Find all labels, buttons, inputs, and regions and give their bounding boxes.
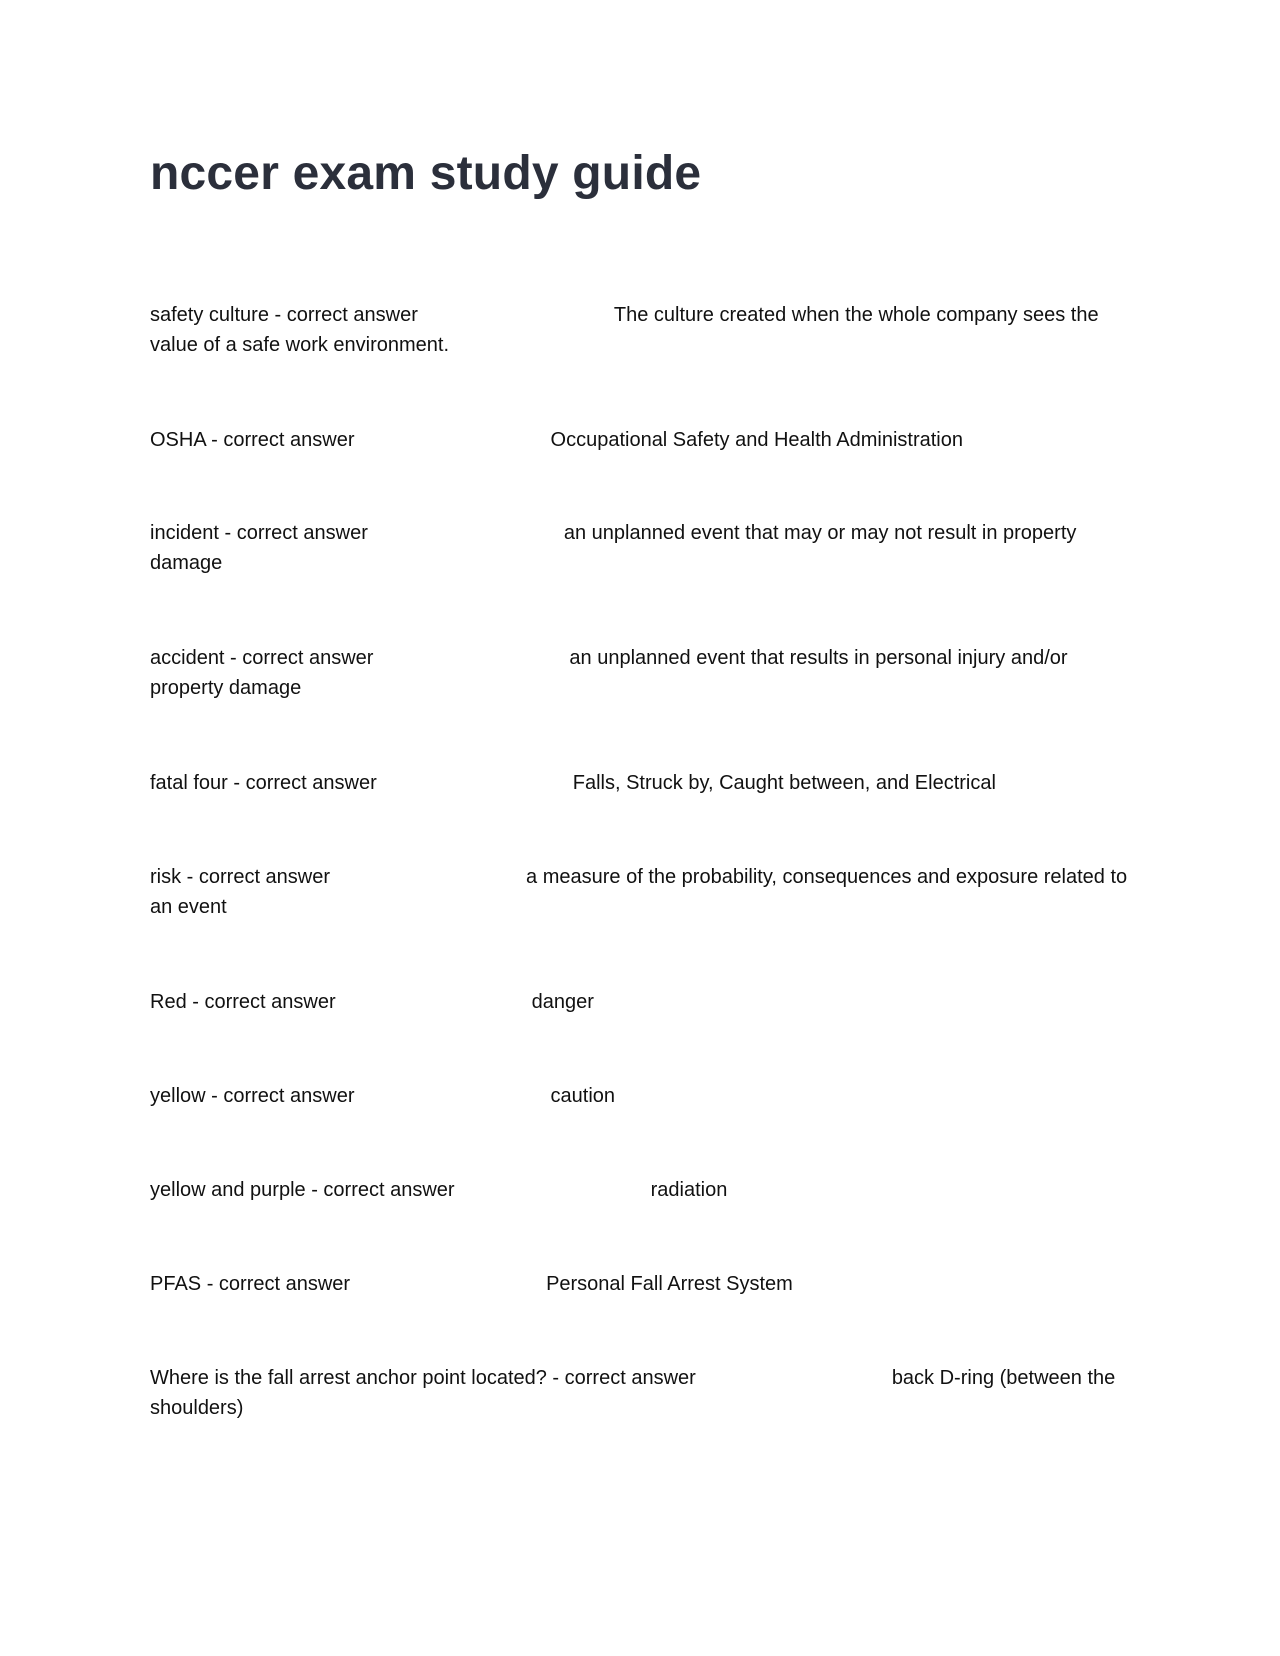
qa-entry-osha <box>150 425 1130 455</box>
entry-term: PFAS - correct answer <box>150 1273 351 1295</box>
entry-answer: Falls, Struck by, Caught between, and Electrical <box>572 772 996 794</box>
entry-term: incident - correct answer <box>150 522 368 544</box>
entry-answer: The culture created when the whole company sees the value of a safe work environment. <box>150 304 1099 356</box>
qa-entry-yellow-and-purple <box>150 1175 1130 1205</box>
entry-answer: Occupational Safety and Health Administration <box>550 429 963 451</box>
qa-entry-risk <box>150 862 1130 922</box>
qa-entry-red <box>150 987 1130 1017</box>
entry-answer: radiation <box>650 1179 728 1201</box>
entry-term: yellow - correct answer <box>150 1085 355 1107</box>
entry-term: yellow and purple - correct answer <box>150 1179 455 1201</box>
entry-term: accident - correct answer <box>150 647 374 669</box>
entry-answer: back D-ring (between the shoulders) <box>150 1367 1116 1419</box>
qa-entry-yellow <box>150 1081 1130 1111</box>
entry-term: Red - correct answer <box>150 991 336 1013</box>
entry-term: safety culture - correct answer <box>150 304 418 326</box>
entry-answer: an unplanned event that results in personal injury and/or property damage <box>150 647 1068 699</box>
entry-answer: an unplanned event that may or may not result in property damage <box>150 522 1077 574</box>
qa-entry-incident <box>150 518 1130 578</box>
qa-entry-pfas <box>150 1269 1130 1299</box>
qa-entry-anchor-point <box>150 1363 1130 1423</box>
qa-entry-safety-culture <box>150 300 1130 360</box>
entry-answer: danger <box>531 991 594 1013</box>
qa-entry-fatal-four <box>150 768 1130 798</box>
entry-term: risk - correct answer <box>150 866 331 888</box>
qa-entry-accident <box>150 643 1130 703</box>
entry-answer: Personal Fall Arrest System <box>546 1273 793 1295</box>
entry-term: OSHA - correct answer <box>150 429 355 451</box>
entry-term: fatal four - correct answer <box>150 772 377 794</box>
document-title: nccer exam study guide <box>150 147 702 200</box>
entry-answer: caution <box>550 1085 616 1107</box>
entry-term: Where is the fall arrest anchor point located? - correct answer <box>150 1367 696 1389</box>
entry-answer: a measure of the probability, consequences and exposure related to an event <box>150 866 1128 918</box>
